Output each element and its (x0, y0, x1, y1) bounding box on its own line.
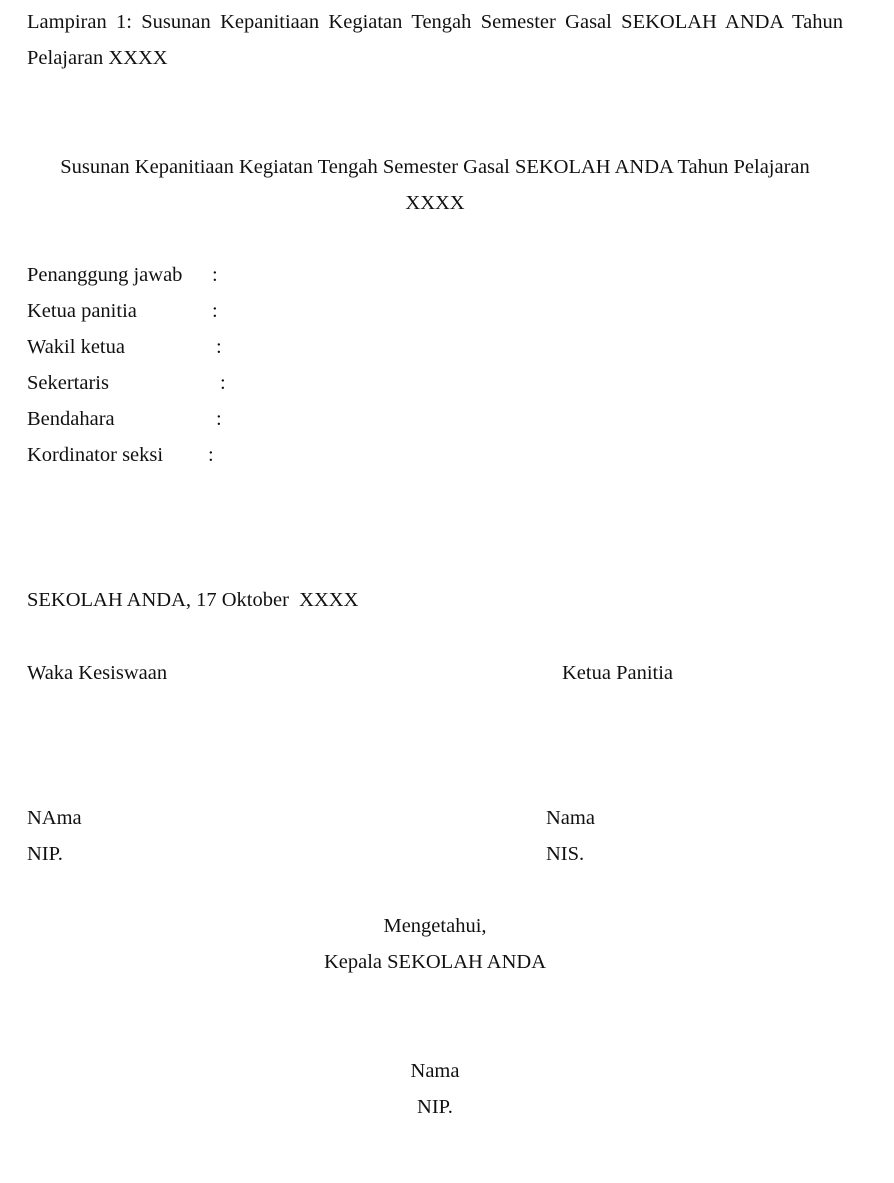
attachment-header-line-1: Lampiran 1: Susunan Kepanitiaan Kegiatan Tengah Semester Gasal SEKOLAH ANDA Tahun (27, 11, 843, 33)
signatory-left-name: NAma (27, 807, 82, 829)
signatory-right-id: NIS. (546, 843, 585, 865)
role-label: Sekertaris (27, 372, 109, 394)
role-row (27, 401, 527, 437)
approval-position: Kepala SEKOLAH ANDA (323, 951, 547, 973)
place-and-date: SEKOLAH ANDA, 17 Oktober XXXX (27, 589, 359, 611)
approver-name: Nama (410, 1060, 460, 1082)
role-row (27, 437, 527, 473)
role-colon: : (220, 372, 226, 394)
role-row (27, 257, 527, 293)
role-label: Ketua panitia (27, 300, 137, 322)
signatory-left-id: NIP. (27, 843, 63, 865)
role-label: Penanggung jawab (27, 264, 183, 286)
signatory-left-title: Waka Kesiswaan (27, 662, 168, 684)
approver-id: NIP. (417, 1096, 453, 1118)
role-label: Bendahara (27, 408, 115, 430)
role-colon: : (216, 336, 222, 358)
role-row (27, 329, 527, 365)
role-colon: : (216, 408, 222, 430)
signatory-right-name: Nama (546, 807, 595, 829)
attachment-header (27, 4, 843, 76)
role-colon: : (212, 300, 218, 322)
role-row (27, 293, 527, 329)
role-colon: : (208, 444, 214, 466)
role-row (27, 365, 527, 401)
role-label: Kordinator seksi (27, 444, 164, 466)
signatory-right-title: Ketua Panitia (562, 662, 674, 684)
role-label: Wakil ketua (27, 336, 125, 358)
attachment-header-line-2: Pelajaran XXXX (27, 47, 168, 69)
role-colon: : (212, 264, 218, 286)
document-title-line-1: Susunan Kepanitiaan Kegiatan Tengah Semester Gasal SEKOLAH ANDA Tahun Pelajaran (60, 156, 810, 178)
committee-roles-list (27, 257, 527, 473)
approval-heading: Mengetahui, (383, 915, 487, 937)
document-title (27, 149, 843, 221)
document-title-line-2: XXXX (405, 192, 465, 214)
